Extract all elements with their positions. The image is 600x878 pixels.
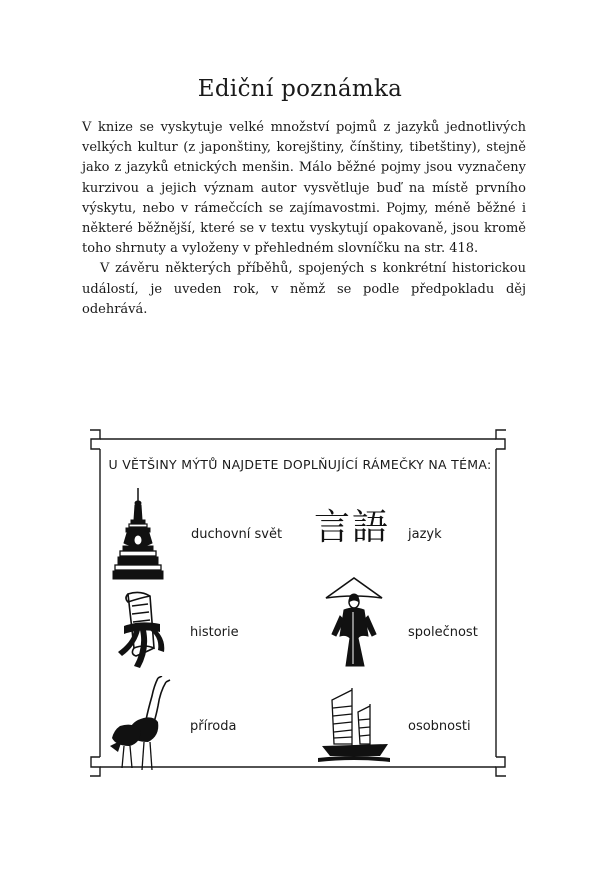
page-title: Ediční poznámka xyxy=(197,76,403,102)
junk-ship-icon xyxy=(318,686,390,764)
scroll-icon xyxy=(110,590,168,672)
stupa-icon xyxy=(112,488,164,580)
box-heading: U VĚTŠINY MÝTŮ NAJDETE DOPLŇUJÍCÍ RÁMEČKY NA TÉMA: xyxy=(108,457,492,472)
item-label-duchovni-svet: duchovní svět xyxy=(191,527,283,542)
body-text xyxy=(82,118,526,320)
paragraph-1: V knize se vyskytuje velké množství pojmů z jazyků jednotlivých velkých kultur (z japonštiny, korejštiny, čínštiny, tibetštiny), stejně jako z jazyků etnických menšin. Málo běžné pojmy jsou vyznačeny kurzivou a jejich význam autor vysvětluje buď na místě prvního výskytu, nebo v rámečcích se zajímavostmi. Pojmy, méně běžné i některé běžnější, které se v textu vyskytují opakovaně, jsou kromě toho shrnuty a vyloženy v přehledném slovníčku na str. 418. xyxy=(82,120,526,257)
item-label-priroda: příroda xyxy=(190,719,237,734)
item-label-historie: historie xyxy=(190,625,239,640)
paragraph-2: V závěru některých příběhů, spojených s konkrétní historickou událostí, je uveden rok, v němž se podle předpokladu děj odehrává. xyxy=(82,261,526,317)
item-label-jazyk: jazyk xyxy=(408,527,442,542)
item-label-spolecnost: společnost xyxy=(408,625,478,640)
item-label-osobnosti: osobnosti xyxy=(408,719,471,734)
woman-with-hat-icon xyxy=(324,576,384,670)
cranes-icon xyxy=(108,676,172,772)
chinese-characters-icon: 言語 xyxy=(314,507,391,548)
